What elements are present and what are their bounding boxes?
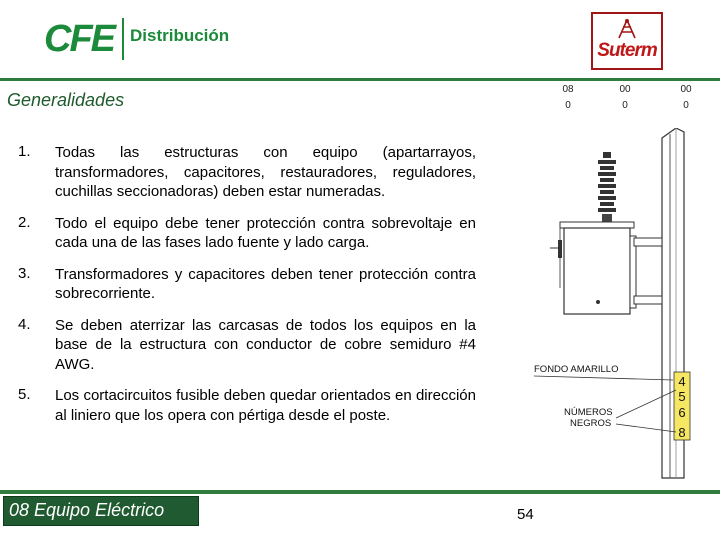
list-item [18, 386, 476, 425]
label-numbers: NEGROS [570, 418, 612, 429]
page-number: 54 [517, 506, 534, 523]
cfe-logo [44, 14, 244, 64]
suterm-logo-text: Suterm [597, 40, 657, 61]
list-item-text: Los cortacircuitos fusible deben quedar orientados en dirección al liniero que los opera con pértiga desde el poste. [55, 387, 476, 424]
plate-digit: 8 [678, 425, 686, 440]
ref-code: 0 [683, 100, 689, 111]
list-item-text: Todo el equipo debe tener protección contra sobrevoltaje en cada una de las fases lado fuente y lado carga. [55, 214, 476, 251]
ref-code: 08 [562, 84, 574, 95]
suterm-logo [591, 12, 663, 70]
ref-code: 0 [565, 100, 571, 111]
insulator-icon [598, 152, 616, 222]
plate-digit: 5 [678, 389, 686, 404]
list-item [18, 265, 476, 304]
ref-code: 0 [622, 100, 628, 111]
plate-digit: 6 [678, 405, 686, 420]
list-item [18, 214, 476, 253]
tower-emblem-icon [609, 18, 645, 40]
logo-separator [122, 18, 124, 60]
callout-line [534, 376, 673, 380]
list-item-number: 3. [18, 264, 31, 282]
list-item-text: Todas las estructuras con equipo (apartarrayos, transformadores, capacitores, restauradores, reguladores, cuchillas seccionadoras) deben estar numeradas. [55, 144, 476, 200]
requirements-list [18, 143, 476, 437]
list-item-text: Transformadores y capacitores deben tener protección contra sobrecorriente. [55, 265, 476, 302]
footer-title-box [3, 496, 199, 526]
list-item [18, 316, 476, 375]
plate-digit: 4 [678, 374, 686, 389]
list-item-number: 5. [18, 386, 31, 403]
list-item-text: Se deben aterrizar las carcasas de todos los equipos en la base de la estructura con conductor de cobre semiduro #4 AWG. [55, 316, 476, 373]
list-item-number: 4. [18, 315, 31, 333]
section-title: Generalidades [7, 90, 125, 110]
footer-bar [0, 490, 720, 494]
ref-code: 00 [619, 84, 631, 95]
list-item [18, 143, 476, 202]
cfe-brand-subtitle: Distribución [130, 26, 230, 45]
transformer-pole-illustration [530, 128, 720, 490]
cfe-brand-text: CFE [44, 18, 114, 60]
list-item-number: 1. [18, 143, 31, 160]
list-item-number: 2. [18, 213, 31, 231]
ref-code: 00 [680, 84, 692, 95]
transformer-tank-icon [550, 222, 662, 314]
footer-title: 08 Equipo Eléctrico [9, 500, 165, 520]
header-rule [0, 78, 720, 81]
label-background: FONDO AMARILLO [534, 364, 619, 375]
label-numbers: NÚMEROS [564, 407, 613, 418]
